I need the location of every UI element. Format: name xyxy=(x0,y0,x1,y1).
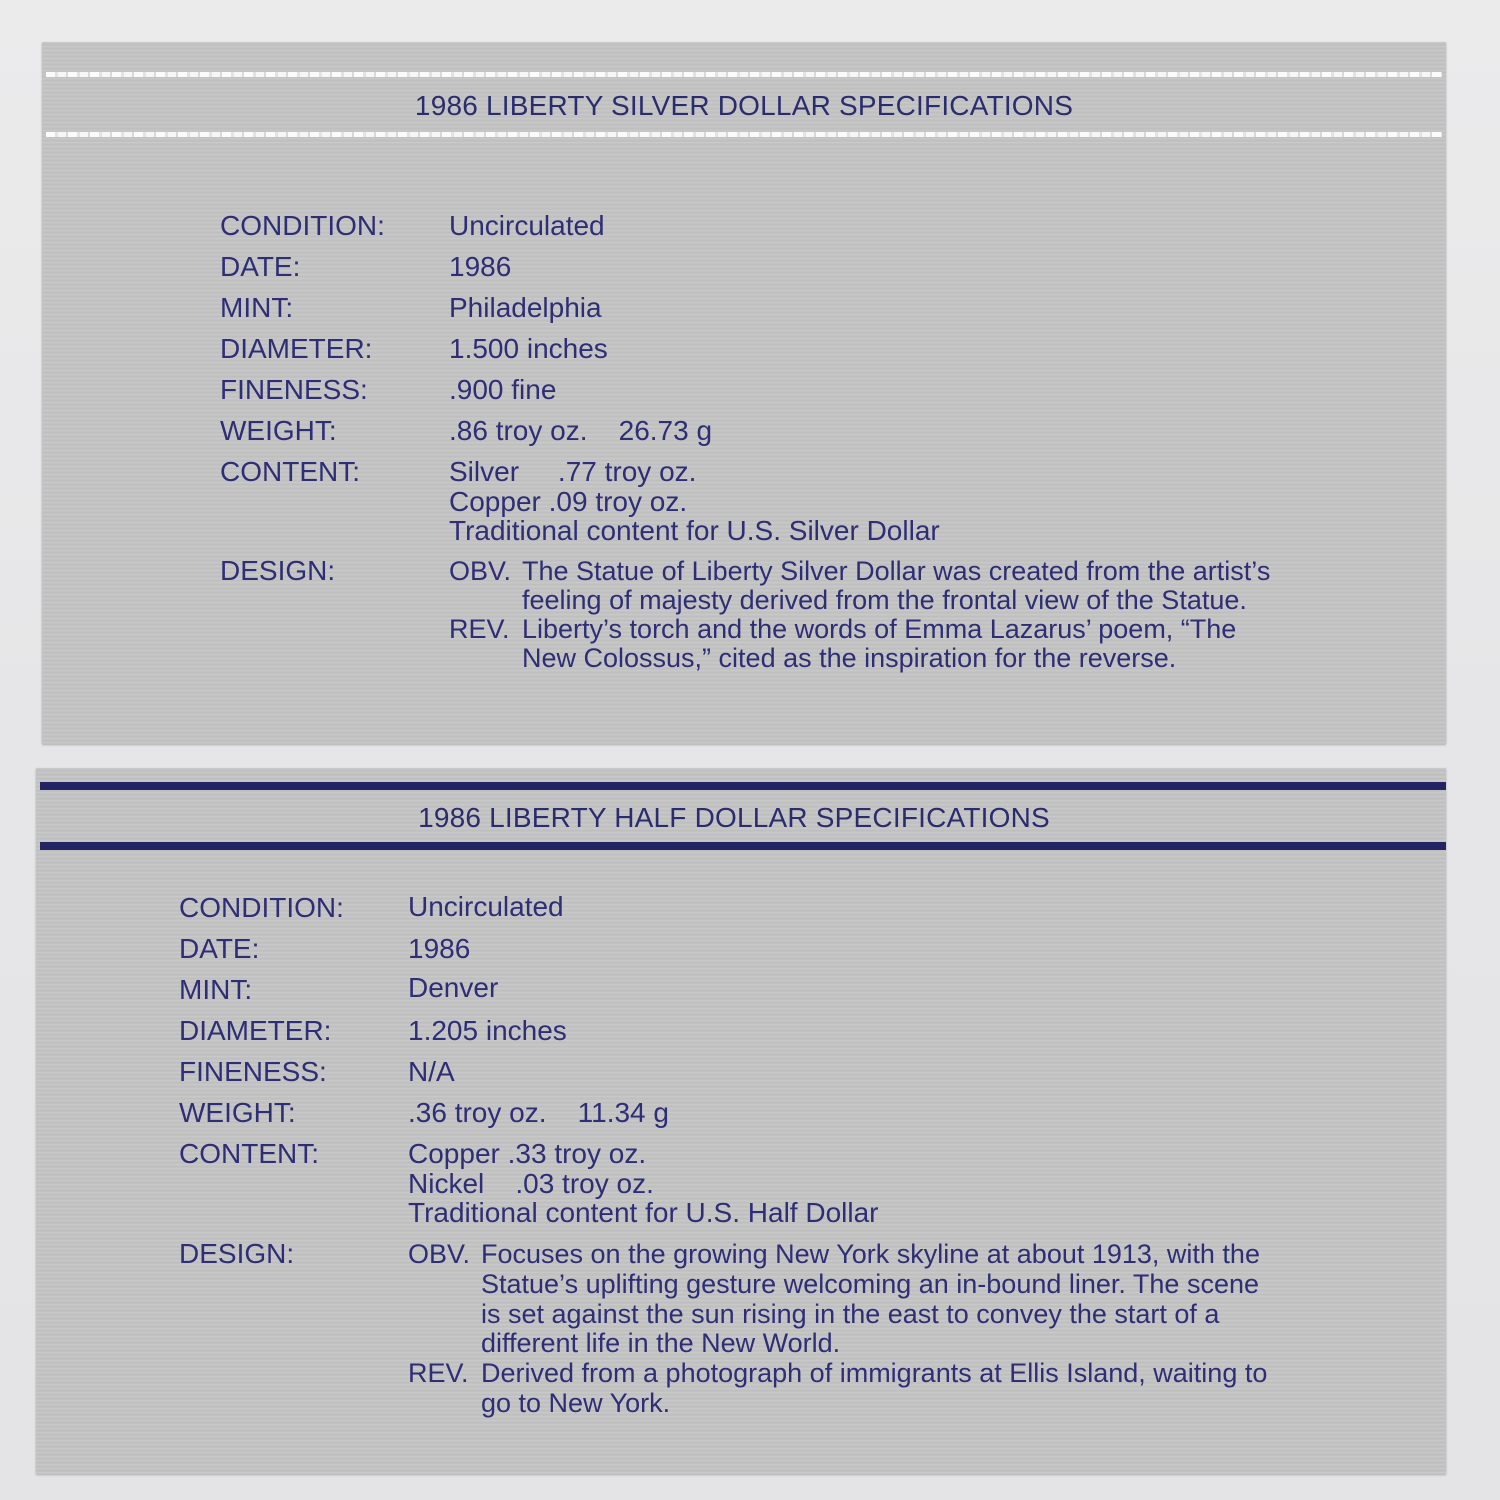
design-label: DESIGN: xyxy=(179,1238,295,1269)
design-rev-line: New Colossus,” cited as the inspiration for the reverse. xyxy=(522,643,1177,673)
diameter-label: DIAMETER: xyxy=(179,1015,332,1046)
content-line: Nickel .03 troy oz. xyxy=(408,1168,654,1199)
condition-value: Uncirculated xyxy=(408,891,564,922)
silver-foil-stripe-bottom xyxy=(46,132,1442,137)
design-obv-line: is set against the sun rising in the east to convey the start of a xyxy=(481,1299,1220,1329)
navy-stripe-bottom xyxy=(40,842,1446,850)
design-obv-prefix: OBV. xyxy=(408,1239,471,1269)
card-title: 1986 LIBERTY SILVER DOLLAR SPECIFICATIONS xyxy=(414,90,1074,121)
content-line: Silver .77 troy oz. xyxy=(449,456,697,487)
content-label: CONTENT: xyxy=(220,456,360,487)
weight-value: .36 troy oz. 11.34 g xyxy=(408,1097,669,1128)
weight-value: .86 troy oz. 26.73 g xyxy=(449,415,713,446)
condition-label: CONDITION: xyxy=(179,892,344,923)
content-line: Copper .09 troy oz. xyxy=(449,486,688,517)
date-value: 1986 xyxy=(408,933,471,964)
mint-label: MINT: xyxy=(179,974,253,1005)
diameter-label: DIAMETER: xyxy=(220,333,373,364)
weight-label: WEIGHT: xyxy=(179,1097,296,1128)
mint-value: Denver xyxy=(408,972,499,1003)
content-line: Copper .33 troy oz. xyxy=(408,1138,647,1169)
mint-value: Philadelphia xyxy=(449,292,602,323)
design-rev-line: Derived from a photograph of immigrants at Ellis Island, waiting to xyxy=(481,1358,1268,1388)
silver-foil-stripe-top xyxy=(46,72,1442,77)
design-obv-line: The Statue of Liberty Silver Dollar was created from the artist’s xyxy=(522,556,1271,586)
diameter-value: 1.500 inches xyxy=(449,333,608,364)
design-label: DESIGN: xyxy=(220,555,336,586)
date-label: DATE: xyxy=(179,933,260,964)
design-rev-prefix: REV. xyxy=(408,1358,469,1388)
condition-label: CONDITION: xyxy=(220,210,385,241)
fineness-value: N/A xyxy=(408,1056,455,1087)
mint-label: MINT: xyxy=(220,292,294,323)
card-title: 1986 LIBERTY HALF DOLLAR SPECIFICATIONS xyxy=(418,802,1050,833)
design-rev-line: go to New York. xyxy=(481,1388,671,1418)
design-obv-line: Focuses on the growing New York skyline at about 1913, with the xyxy=(481,1239,1260,1269)
date-label: DATE: xyxy=(220,251,301,282)
weight-label: WEIGHT: xyxy=(220,415,337,446)
design-obv-line: different life in the New World. xyxy=(481,1328,841,1358)
design-obv-line: Statue’s uplifting gesture welcoming an in-bound liner. The scene xyxy=(481,1269,1259,1299)
design-obv-prefix: OBV. xyxy=(449,556,512,586)
fineness-value: .900 fine xyxy=(449,374,557,405)
fineness-label: FINENESS: xyxy=(220,374,368,405)
date-value: 1986 xyxy=(449,251,512,282)
condition-value: Uncirculated xyxy=(449,210,605,241)
content-line: Traditional content for U.S. Half Dollar xyxy=(408,1197,879,1228)
design-rev-line: Liberty’s torch and the words of Emma Lazarus’ poem, “The xyxy=(522,614,1237,644)
navy-stripe-top xyxy=(40,782,1446,790)
content-label: CONTENT: xyxy=(179,1138,319,1169)
diameter-value: 1.205 inches xyxy=(408,1015,567,1046)
design-rev-prefix: REV. xyxy=(449,614,510,644)
design-obv-line: feeling of majesty derived from the frontal view of the Statue. xyxy=(522,585,1247,615)
silver-dollar-spec-card xyxy=(42,42,1446,744)
fineness-label: FINENESS: xyxy=(179,1056,327,1087)
content-line: Traditional content for U.S. Silver Dollar xyxy=(449,515,940,546)
half-dollar-spec-card xyxy=(36,768,1446,1474)
